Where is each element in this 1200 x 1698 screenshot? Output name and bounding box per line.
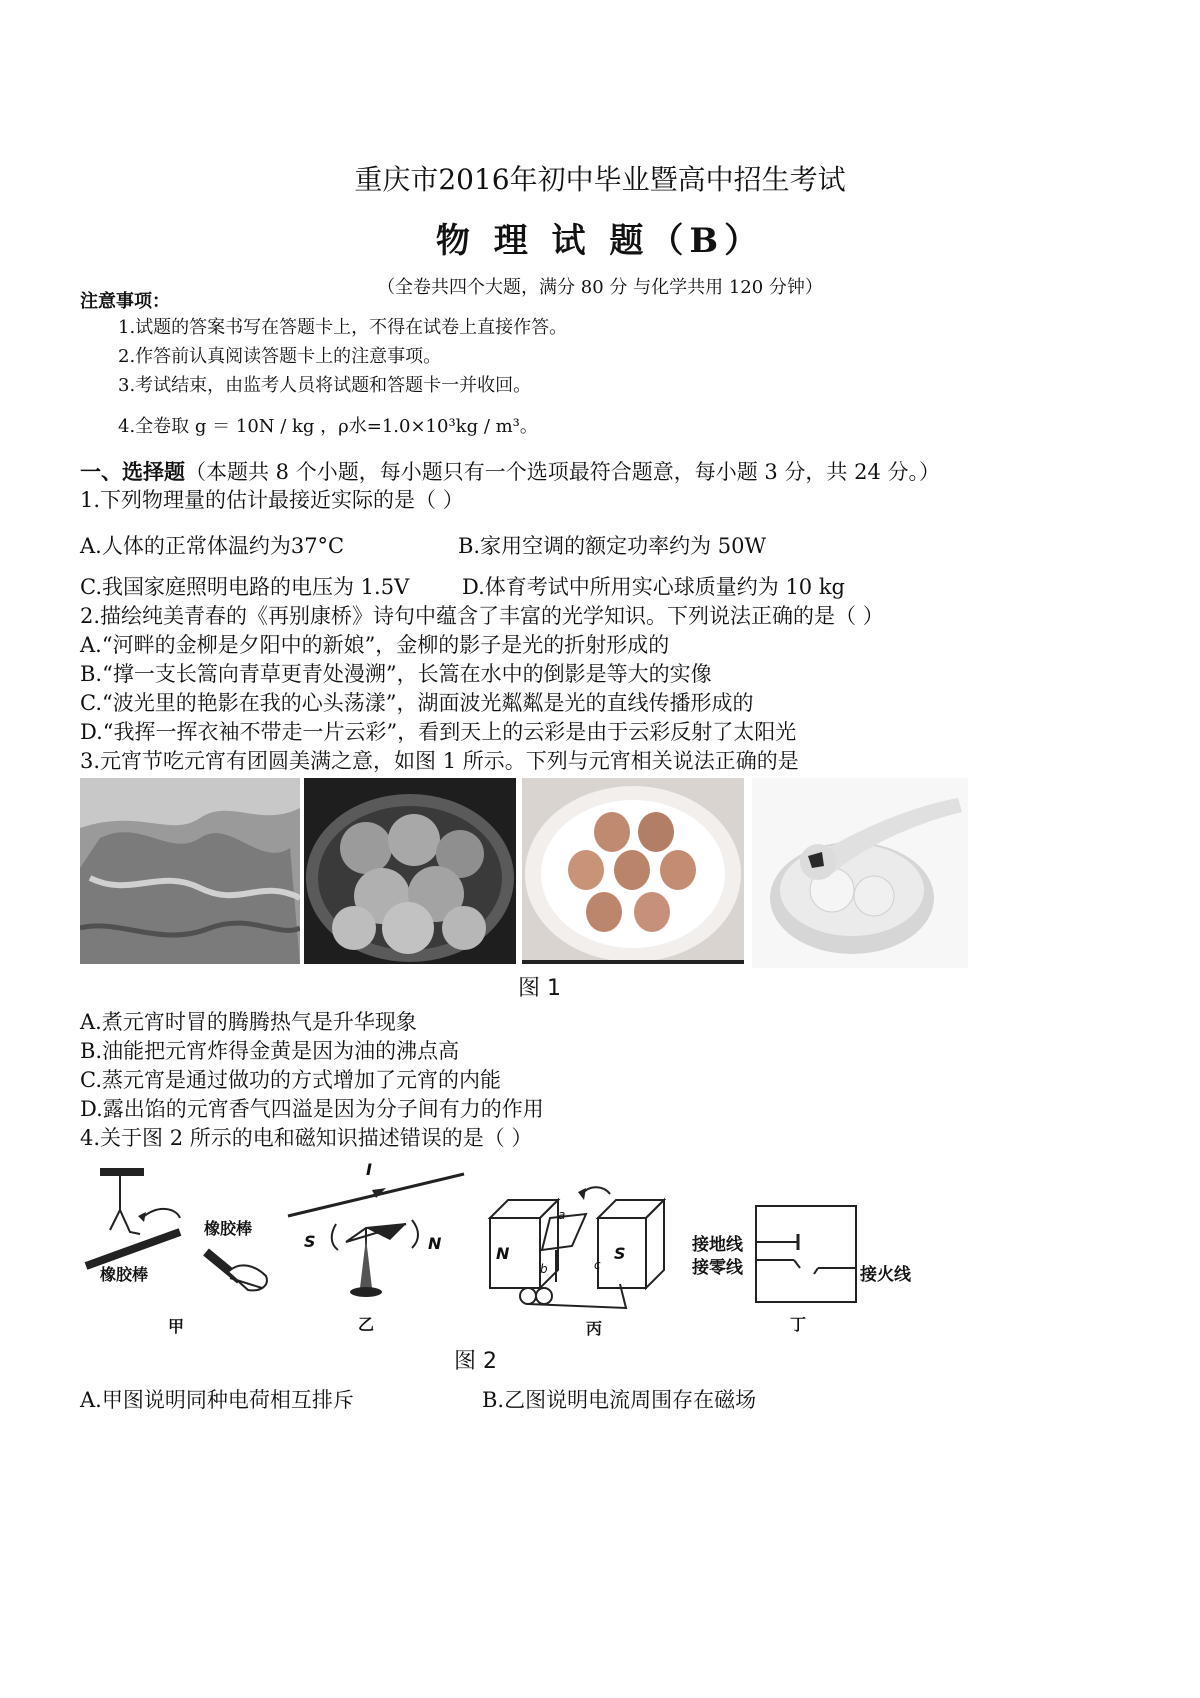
q1-option-b: B.家用空调的额定功率约为 50W [458, 534, 767, 558]
figure2-label-jia: 甲 [168, 1317, 185, 1336]
notes-heading: 注意事项： [80, 291, 170, 312]
q2-option-c: C.“波光里的艳影在我的心头荡漾”，湖面波光粼粼是光的直线传播形成的 [80, 691, 754, 715]
figure2-label-bing: 丙 [586, 1319, 603, 1338]
south-pole-label: S [304, 1232, 316, 1251]
coil-point-a-label: a [558, 1208, 566, 1222]
q4-option-a: A.甲图说明同种电荷相互排斥 [80, 1388, 354, 1412]
question-4-stem: 4.关于图 2 所示的电和磁知识描述错误的是（ ） [80, 1126, 533, 1150]
magnet-north-label: N [496, 1244, 510, 1263]
section-heading: 一、选择题 [80, 459, 185, 484]
figure2-diagram-ding [754, 1204, 864, 1304]
figure1-photo-fried [304, 778, 516, 964]
q4-option-b: B.乙图说明电流周围存在磁场 [482, 1388, 757, 1412]
q3-option-d: D.露出馅的元宵香气四溢是因为分子间有力的作用 [80, 1097, 544, 1121]
rubber-rod-label-2: 橡胶棒 [204, 1219, 253, 1238]
q1-option-d: D.体育考试中所用实心球质量约为 10 kg [462, 575, 846, 599]
note-item: 4.全卷取 g ＝ 10N / kg ，ρ水=1.0×10³kg / m³。 [118, 416, 538, 437]
q3-option-c: C.蒸元宵是通过做功的方式增加了元宵的内能 [80, 1068, 501, 1092]
note-item: 3.考试结束，由监考人员将试题和答题卡一并收回。 [118, 375, 532, 396]
figure2-label-yi: 乙 [358, 1315, 375, 1334]
q1-option-c: C.我国家庭照明电路的电压为 1.5V [80, 575, 410, 599]
exam-subtitle: （全卷共四个大题，满分 80 分 与化学共用 120 分钟） [377, 277, 823, 298]
q2-option-a: A.“河畔的金柳是夕阳中的新娘”，金柳的影子是光的折射形成的 [80, 633, 670, 657]
neutral-wire-label: 接零线 [692, 1258, 743, 1278]
q1-option-a: A.人体的正常体温约为37°C [80, 534, 345, 558]
question-3-stem: 3.元宵节吃元宵有团圆美满之意，如图 1 所示。下列与元宵相关说法正确的是 [80, 749, 799, 773]
figure2-diagram-jia [80, 1160, 280, 1330]
rubber-rod-label-1: 橡胶棒 [100, 1265, 149, 1284]
figure2-diagram-bing [486, 1178, 666, 1318]
q2-option-d: D.“我挥一挥衣袖不带走一片云彩”，看到天上的云彩是由于云彩反射了太阳光 [80, 720, 797, 744]
live-wire-label: 接火线 [860, 1265, 911, 1285]
section-heading-row [80, 456, 940, 486]
exam-title: 重庆市2016年初中毕业暨高中招生考试 [354, 163, 846, 196]
q3-option-a: A.煮元宵时冒的腾腾热气是升华现象 [80, 1010, 417, 1034]
q3-option-b: B.油能把元宵炸得金黄是因为油的沸点高 [80, 1039, 460, 1063]
question-2-stem: 2.描绘纯美青春的《再别康桥》诗句中蕴含了丰富的光学知识。下列说法正确的是（ ） [80, 604, 884, 628]
figure1-photo-steamed [522, 778, 744, 964]
north-pole-label: N [428, 1234, 442, 1253]
figure-1-caption: 图 1 [518, 976, 561, 1001]
q2-option-b: B.“撑一支长篙向青草更青处漫溯”，长篙在水中的倒影是等大的实像 [80, 662, 712, 686]
figure-2-caption: 图 2 [454, 1349, 497, 1374]
note-item: 1.试题的答案书写在答题卡上，不得在试卷上直接作答。 [118, 317, 568, 338]
current-label: I [366, 1160, 372, 1179]
note-item: 2.作答前认真阅读答题卡上的注意事项。 [118, 346, 442, 367]
figure1-photo-boiling [80, 778, 300, 964]
figure1-photo-soup [752, 778, 968, 968]
question-1-stem: 1.下列物理量的估计最接近实际的是（ ） [80, 488, 464, 512]
ground-wire-label: 接地线 [692, 1235, 743, 1255]
magnet-south-label: S [614, 1244, 626, 1263]
coil-point-b-label: b [540, 1262, 548, 1276]
coil-point-c-label: c [594, 1258, 601, 1272]
section-description: （本题共 8 个小题，每小题只有一个选项最符合题意，每小题 3 分，共 24 分。） [185, 460, 940, 484]
subject-title: 物 理 试 题（B） [435, 221, 765, 261]
figure2-label-ding: 丁 [790, 1315, 807, 1334]
